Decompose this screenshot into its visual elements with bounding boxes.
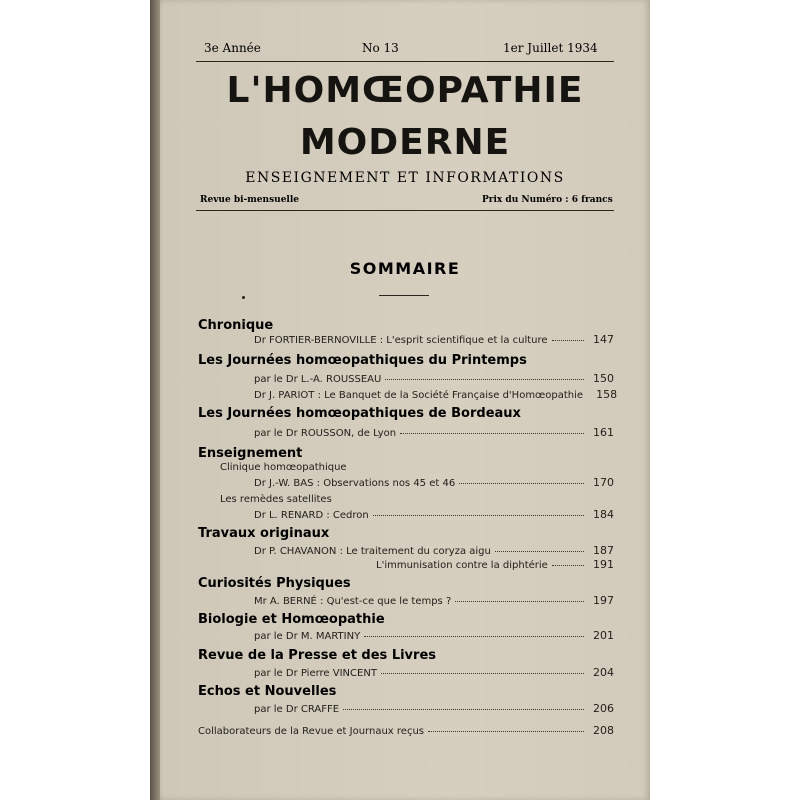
toc-entry <box>254 666 614 679</box>
entry-text: Dr P. CHAVANON : Le traitement du coryza aigu <box>254 546 491 557</box>
entry-page: 184 <box>593 508 614 521</box>
section-title: Les Journées homœopathiques de Bordeaux <box>198 406 521 421</box>
leader-dots <box>364 635 584 637</box>
issue-date: 1er Juillet 1934 <box>503 41 598 55</box>
entry-text: par le Dr ROUSSON, de Lyon <box>254 428 397 439</box>
leader-dots <box>343 708 584 710</box>
section-title: Enseignement <box>198 446 303 461</box>
ink-dot <box>242 296 245 299</box>
entry-page: 158 <box>596 388 618 401</box>
toc-entry <box>254 508 614 521</box>
leader-dots <box>373 514 584 516</box>
entry-text: par le Dr M. MARTINY <box>254 631 361 642</box>
toc-entry <box>254 594 614 607</box>
section-title: Les Journées homœopathiques du Printemps <box>198 353 527 368</box>
entry-text: Dr J.-W. BAS : Observations nos 45 et 46 <box>254 478 456 489</box>
entry-page: 201 <box>593 629 614 642</box>
toc-entry <box>254 372 614 385</box>
entry-page: 208 <box>593 724 614 737</box>
leader-dots <box>552 339 584 341</box>
entry-page: 170 <box>593 476 614 489</box>
entry-page: 147 <box>593 333 614 346</box>
leader-dots <box>428 730 584 732</box>
entry-page: 206 <box>593 702 614 715</box>
masthead-rule-bottom <box>196 210 614 211</box>
entry-page: 161 <box>593 426 614 439</box>
entry-text: Dr FORTIER-BERNOVILLE : L'esprit scientifique et la culture <box>254 335 548 346</box>
entry-page: 197 <box>593 594 614 607</box>
entry-text: Mr A. BERNÉ : Qu'est-ce que le temps ? <box>254 596 452 607</box>
section-title: Revue de la Presse et des Livres <box>198 648 436 663</box>
leader-dots <box>381 672 584 674</box>
toc-entry <box>376 558 614 571</box>
journal-subtitle: ENSEIGNEMENT ET INFORMATIONS <box>245 170 565 186</box>
entry-page: 191 <box>593 558 614 571</box>
price-note: Prix du Numéro : 6 francs <box>482 195 613 205</box>
entry-page: 187 <box>593 544 614 557</box>
volume-year: 3e Année <box>204 41 261 55</box>
masthead-rule-top <box>196 61 614 62</box>
entry-page: 150 <box>593 372 614 385</box>
entry-text: par le Dr L.-A. ROUSSEAU <box>254 374 382 385</box>
section-title: Chronique <box>198 318 274 333</box>
toc-entry <box>254 544 614 557</box>
toc-entry <box>254 426 614 439</box>
section-title: Travaux originaux <box>198 526 330 541</box>
entry-text: Dr L. RENARD : Cedron <box>254 510 369 521</box>
issue-number: No 13 <box>362 41 399 55</box>
toc-entry <box>254 388 618 401</box>
section-title: Curiosités Physiques <box>198 576 351 591</box>
toc-entry <box>254 702 614 715</box>
leader-dots <box>455 600 584 602</box>
leader-dots <box>495 550 584 552</box>
subsection-title: Les remèdes satellites <box>220 494 332 505</box>
journal-title-line1: L'HOMŒOPATHIE <box>226 70 584 111</box>
leader-dots <box>459 482 584 484</box>
leader-dots <box>552 564 584 566</box>
section-title: Biologie et Homœopathie <box>198 612 385 627</box>
toc-entry <box>254 476 614 489</box>
heading-underline <box>379 295 429 296</box>
leader-dots <box>400 432 584 434</box>
entry-text: Collaborateurs de la Revue et Journaux reçus <box>198 726 424 737</box>
book-spine <box>150 0 160 800</box>
toc-entry-final <box>198 724 614 737</box>
leader-dots <box>385 378 584 380</box>
contents-heading: SOMMAIRE <box>349 259 461 278</box>
toc-entry <box>254 629 614 642</box>
entry-text: L'immunisation contre la diphtérie <box>376 560 548 571</box>
entry-text: par le Dr Pierre VINCENT <box>254 668 377 679</box>
subsection-title: Clinique homœopathique <box>220 462 347 473</box>
entry-page: 204 <box>593 666 614 679</box>
toc-entry <box>254 333 614 346</box>
entry-text: par le Dr CRAFFE <box>254 704 340 715</box>
frequency-note: Revue bi-mensuelle <box>200 195 299 205</box>
section-title: Echos et Nouvelles <box>198 684 337 699</box>
journal-title-line2: MODERNE <box>299 122 511 163</box>
entry-text: Dr J. PARIOT : Le Banquet de la Société Française d'Homœopathie <box>254 390 584 401</box>
